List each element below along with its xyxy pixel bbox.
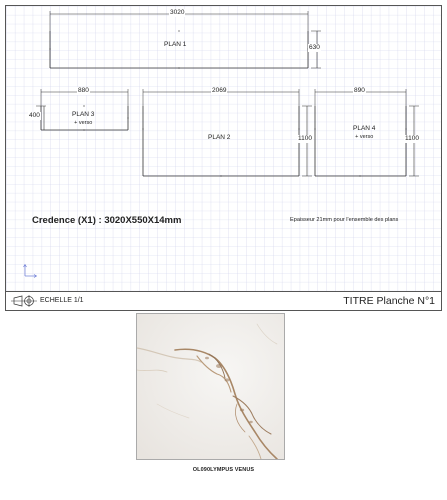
sheet-title: TITRE Planche N°1 bbox=[343, 295, 435, 307]
plan-2-width-label: 2069 bbox=[212, 87, 227, 94]
drawing-sheet bbox=[5, 5, 442, 311]
plan-1-label: PLAN 1 bbox=[164, 41, 187, 48]
material-name: OL090LYMPUS VENUS bbox=[192, 467, 255, 473]
plan-4-width-label: 890 bbox=[354, 87, 365, 94]
plan-4-label: PLAN 4 + verso bbox=[353, 125, 376, 140]
plan-4-height-label: 1100 bbox=[405, 135, 419, 142]
plan-3-label: PLAN 3 + verso bbox=[72, 111, 95, 126]
drawing-canvas bbox=[6, 6, 441, 310]
projection-symbol-icon bbox=[11, 294, 37, 308]
plan-1-height-label: 630 bbox=[309, 44, 320, 51]
plan-3-height-label: 400 bbox=[29, 112, 40, 119]
grid-background bbox=[6, 6, 441, 291]
title-block bbox=[6, 291, 441, 311]
marble-texture-image bbox=[137, 314, 284, 459]
plan-1-width-label: 3020 bbox=[170, 9, 185, 16]
credence-title: Credence (X1) : 3020X550X14mm bbox=[32, 215, 182, 226]
material-swatch bbox=[136, 313, 285, 460]
thickness-note: Epaisseur 21mm pour l'ensemble des plans bbox=[290, 217, 399, 223]
plan-2-label: PLAN 2 bbox=[208, 134, 231, 141]
plan-3-width-label: 880 bbox=[78, 87, 89, 94]
scale-label: ECHELLE 1/1 bbox=[40, 297, 84, 304]
plan-2-height-label: 1100 bbox=[298, 135, 312, 142]
